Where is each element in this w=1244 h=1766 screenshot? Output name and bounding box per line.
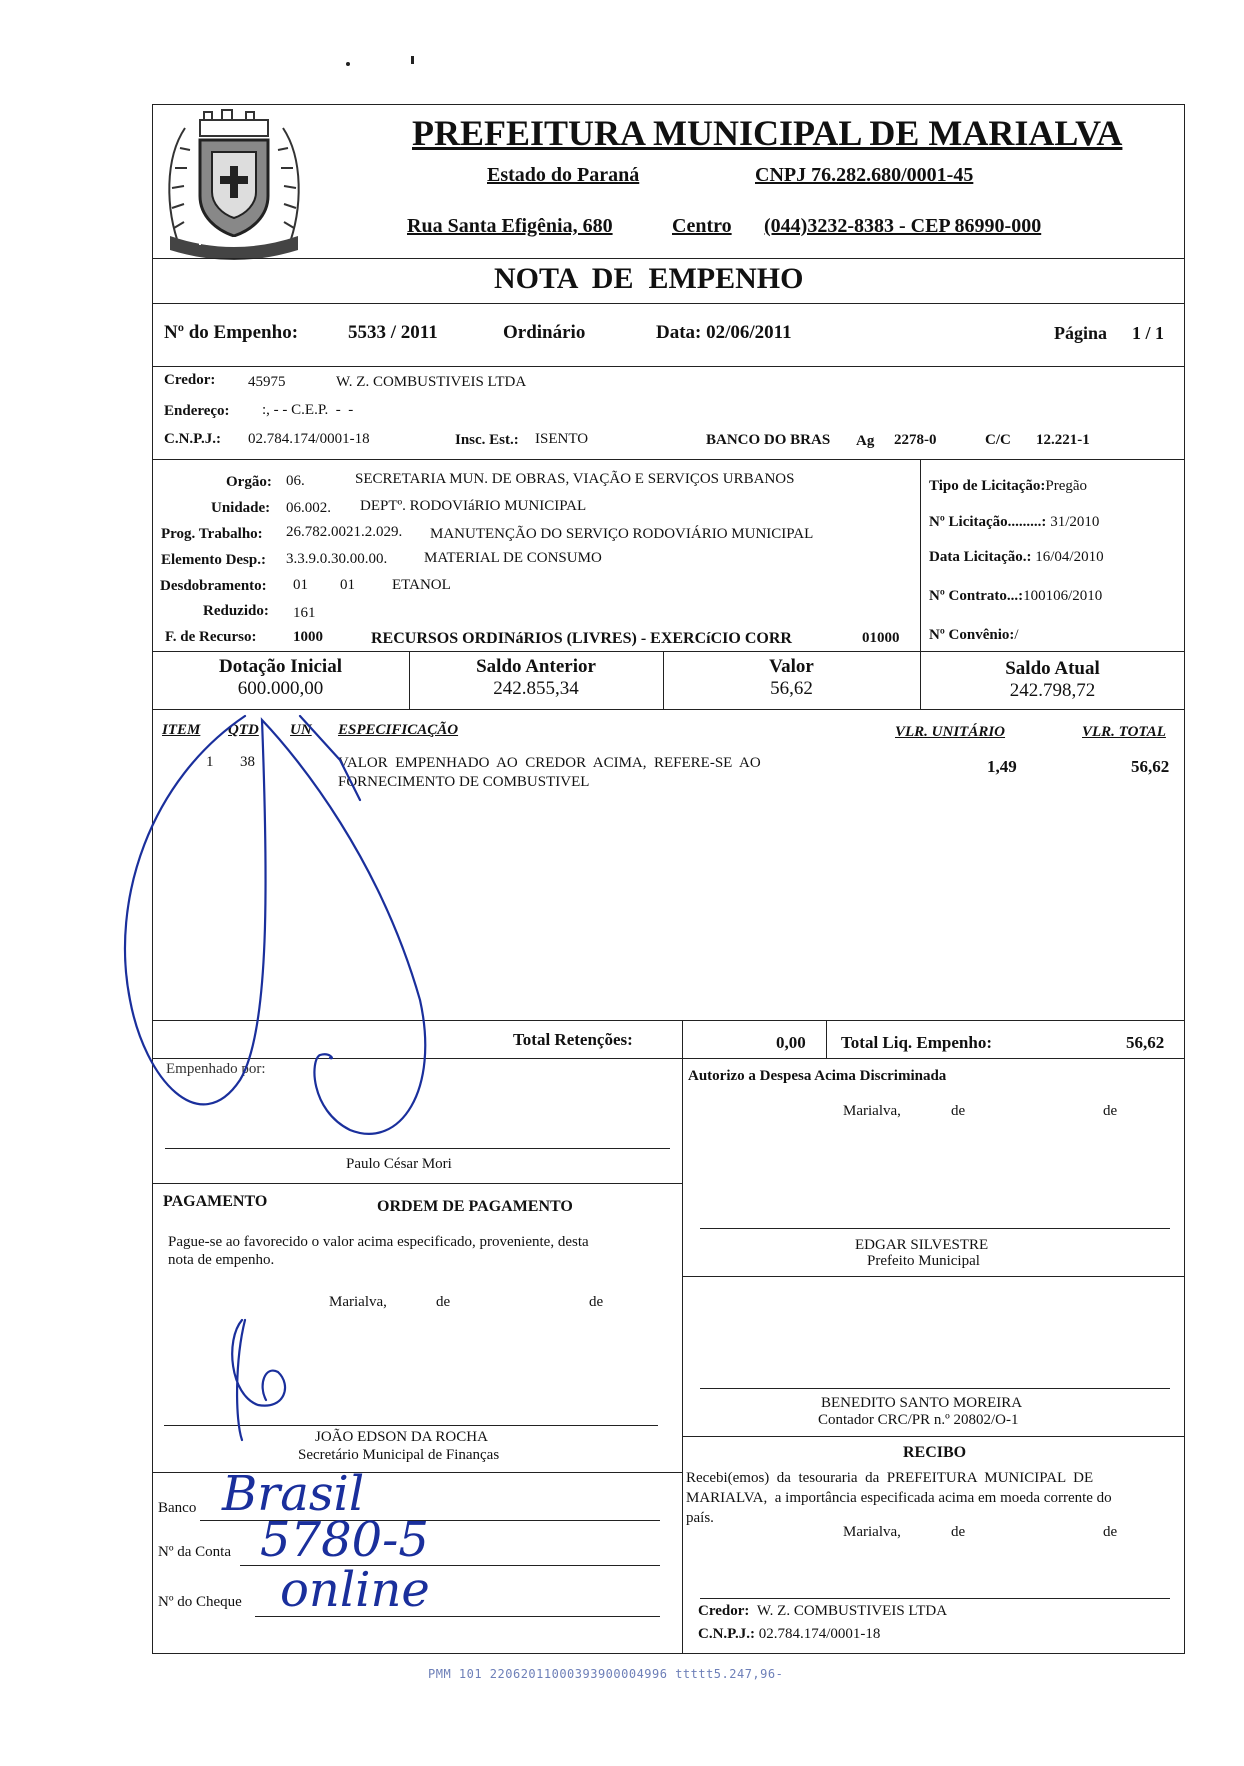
prefeito-role: Prefeito Municipal	[867, 1253, 980, 1269]
contador-role: Contador CRC/PR n.º 20802/O-1	[818, 1412, 1019, 1428]
agencia-value: 2278-0	[894, 432, 937, 448]
recibo-city: Marialva,	[843, 1524, 901, 1540]
elemento-name: MATERIAL DE CONSUMO	[424, 550, 602, 566]
pagamento-de1: de	[436, 1294, 451, 1310]
col-vlr-total: VLR. TOTAL	[1082, 724, 1166, 740]
recibo-credor-value: W. Z. COMBUSTIVEIS LTDA	[756, 1603, 948, 1619]
elemento-code: 3.3.9.0.30.00.00.	[286, 551, 388, 567]
pagamento-label: PAGAMENTO	[163, 1193, 268, 1210]
item-espec-line1: VALOR EMPENHADO AO CREDOR ACIMA, REFERE-SE AO	[338, 755, 761, 771]
item-qtd: 38	[240, 754, 255, 770]
prog-label: Prog. Trabalho:	[161, 526, 263, 542]
banco-label: Banco	[158, 1500, 197, 1516]
org-address: Rua Santa Efigênia, 680	[407, 215, 613, 237]
endereco-value: :, - - C.E.P. - -	[262, 402, 354, 418]
col-qtd: QTD	[228, 722, 259, 738]
contador-name: BENEDITO SANTO MOREIRA	[821, 1395, 1023, 1411]
item-vlr-unitario: 1,49	[987, 757, 1017, 776]
unidade-code: 06.002.	[286, 500, 331, 516]
saldo-anterior-label: Saldo Anterior	[476, 656, 596, 677]
desdobramento-label: Desdobramento:	[160, 578, 267, 594]
saldo-anterior-value: 242.855,34	[493, 678, 579, 699]
banco-name: BANCO DO BRAS	[706, 432, 831, 448]
empenho-signature	[125, 716, 425, 1134]
insc-label: Insc. Est.:	[455, 432, 519, 448]
item-number: 1	[206, 754, 214, 770]
contrato-value: 100106/2010	[1023, 588, 1103, 604]
page-label: Página	[1054, 323, 1108, 343]
fonte-code: 1000	[293, 629, 323, 645]
recibo-text-3: país.	[686, 1510, 714, 1526]
recibo-text-1: Recebi(emos) da tesouraria da PREFEITURA MUNICIPAL DE	[686, 1470, 1094, 1486]
banco-handwritten: Brasil	[222, 1466, 365, 1522]
recibo-credor-label: Credor:	[698, 1603, 750, 1619]
convenio-value: /	[1014, 627, 1019, 643]
recibo-label: RECIBO	[903, 1444, 967, 1461]
empenho-signature-stroke	[300, 716, 360, 800]
liq-empenho-value: 56,62	[1126, 1033, 1165, 1052]
saldo-atual-label: Saldo Atual	[1005, 658, 1100, 679]
cheque-handwritten: online	[280, 1562, 430, 1618]
empenho-number: 5533 / 2011	[348, 322, 438, 343]
retencoes-value: 0,00	[776, 1033, 806, 1052]
crest-banner-text: MARIALVA	[198, 235, 261, 248]
col-vlr-unitario: VLR. UNITÁRIO	[895, 724, 1006, 740]
cheque-label: Nº do Cheque	[158, 1594, 242, 1610]
credor-cnpj-label: C.N.P.J.:	[164, 431, 221, 447]
item-vlr-total: 56,62	[1131, 757, 1170, 776]
prog-name: MANUTENÇÃO DO SERVIÇO RODOVIÁRIO MUNICIPAL	[430, 526, 814, 542]
empenho-date: Data: 02/06/2011	[656, 322, 792, 343]
autorizo-de2: de	[1103, 1103, 1118, 1119]
valor-label: Valor	[769, 656, 814, 677]
fonte-name: RECURSOS ORDINáRIOS (LIVRES) - EXERCíCIO CORR	[371, 630, 792, 647]
conta-handwritten: 5780-5	[260, 1512, 429, 1568]
elemento-label: Elemento Desp.:	[161, 552, 266, 568]
saldo-atual-value: 242.798,72	[1009, 680, 1096, 701]
col-un: UN	[290, 722, 312, 738]
orgao-label: Orgão:	[226, 474, 272, 490]
orgao-code: 06.	[286, 473, 305, 489]
agencia-label: Ag	[856, 433, 875, 449]
autorizo-city: Marialva,	[843, 1103, 901, 1119]
unidade-name: DEPTº. RODOVIáRIO MUNICIPAL	[360, 498, 587, 514]
autorizo-de1: de	[951, 1103, 966, 1119]
data-licitacao-label: Data Licitação.:	[929, 549, 1032, 565]
secretario-role: Secretário Municipal de Finanças	[298, 1447, 500, 1463]
credor-cnpj: 02.784.174/0001-18	[248, 431, 370, 447]
org-cnpj: CNPJ 76.282.680/0001-45	[755, 164, 974, 186]
recibo-text-2: MARIALVA, a importância especificada acima em moeda corrente do	[686, 1490, 1112, 1506]
org-district: Centro	[672, 215, 732, 237]
desdobramento-a: 01	[293, 577, 308, 593]
prog-code: 26.782.0021.2.029.	[286, 524, 403, 540]
credor-code: 45975	[248, 374, 286, 390]
org-phone-cep: (044)3232-8383 - CEP 86990-000	[764, 215, 1042, 237]
desdobramento-b: 01	[340, 577, 355, 593]
retencoes-label: Total Retenções:	[513, 1030, 633, 1049]
insc-value: ISENTO	[535, 431, 589, 447]
credor-label: Credor:	[164, 372, 216, 388]
pagamento-text-2: nota de empenho.	[168, 1252, 275, 1268]
dotacao-inicial-label: Dotação Inicial	[219, 656, 342, 677]
org-title: PREFEITURA MUNICIPAL DE MARIALVA	[412, 113, 1123, 153]
pagamento-signature	[232, 1320, 285, 1440]
empenhado-label: Empenhado por:	[166, 1061, 266, 1077]
col-item: ITEM	[162, 722, 201, 738]
recibo-de2: de	[1103, 1524, 1118, 1540]
recibo-de1: de	[951, 1524, 966, 1540]
pagamento-text-1: Pague-se ao favorecido o valor acima especificado, proveniente, desta	[168, 1234, 589, 1250]
recibo-cnpj-label: C.N.P.J.:	[698, 1626, 755, 1642]
cc-label: C/C	[985, 432, 1011, 448]
unidade-label: Unidade:	[211, 500, 271, 516]
secretario-name: JOÃO EDSON DA ROCHA	[315, 1429, 488, 1445]
fonte-label: F. de Recurso:	[165, 629, 257, 645]
desdobramento-name: ETANOL	[392, 577, 451, 593]
reduzido-label: Reduzido:	[203, 603, 269, 619]
prefeito-name: EDGAR SILVESTRE	[855, 1237, 989, 1253]
endereco-label: Endereço:	[164, 403, 230, 419]
conta-label: Nº da Conta	[158, 1544, 231, 1560]
contrato-label: Nº Contrato...:	[929, 588, 1024, 604]
reduzido-value: 161	[293, 605, 316, 621]
empenho-type: Ordinário	[503, 322, 586, 343]
autorizo-label: Autorizo a Despesa Acima Discriminada	[688, 1068, 947, 1084]
pagamento-city: Marialva,	[329, 1294, 387, 1310]
orgao-name: SECRETARIA MUN. DE OBRAS, VIAÇÃO E SERVIÇOS URBANOS	[355, 471, 795, 487]
col-especificacao: ESPECIFICAÇÃO	[338, 722, 459, 738]
tipo-licitacao-label: Tipo de Licitação:	[929, 478, 1046, 494]
pagamento-de2: de	[589, 1294, 604, 1310]
num-licitacao-value: 31/2010	[1050, 514, 1100, 530]
recibo-cnpj-value: 02.784.174/0001-18	[758, 1626, 881, 1642]
liq-empenho-label: Total Liq. Empenho:	[841, 1033, 992, 1052]
fonte-tail: 01000	[862, 630, 900, 646]
page-number: 1 / 1	[1132, 323, 1165, 343]
dotacao-inicial-value: 600.000,00	[237, 678, 324, 699]
convenio-label: Nº Convênio:	[929, 627, 1015, 643]
credor-name: W. Z. COMBUSTIVEIS LTDA	[336, 374, 527, 390]
num-licitacao-label: Nº Licitação.........:	[929, 514, 1047, 530]
tipo-licitacao-value: Pregão	[1045, 478, 1088, 494]
org-state: Estado do Paraná	[487, 164, 640, 186]
document-title: NOTA DE EMPENHO	[494, 262, 804, 295]
valor-value: 56,62	[770, 678, 813, 699]
empenhado-signer: Paulo César Mori	[346, 1156, 452, 1172]
footer-code: PMM 101 22062011000393900004996 ttttt5.247,96-	[428, 1667, 784, 1681]
empenho-number-label: Nº do Empenho:	[164, 322, 299, 343]
ordem-pagamento-label: ORDEM DE PAGAMENTO	[377, 1198, 573, 1215]
item-espec-line2: FORNECIMENTO DE COMBUSTIVEL	[338, 774, 590, 790]
data-licitacao-value: 16/04/2010	[1035, 549, 1104, 565]
cc-value: 12.221-1	[1036, 432, 1090, 448]
